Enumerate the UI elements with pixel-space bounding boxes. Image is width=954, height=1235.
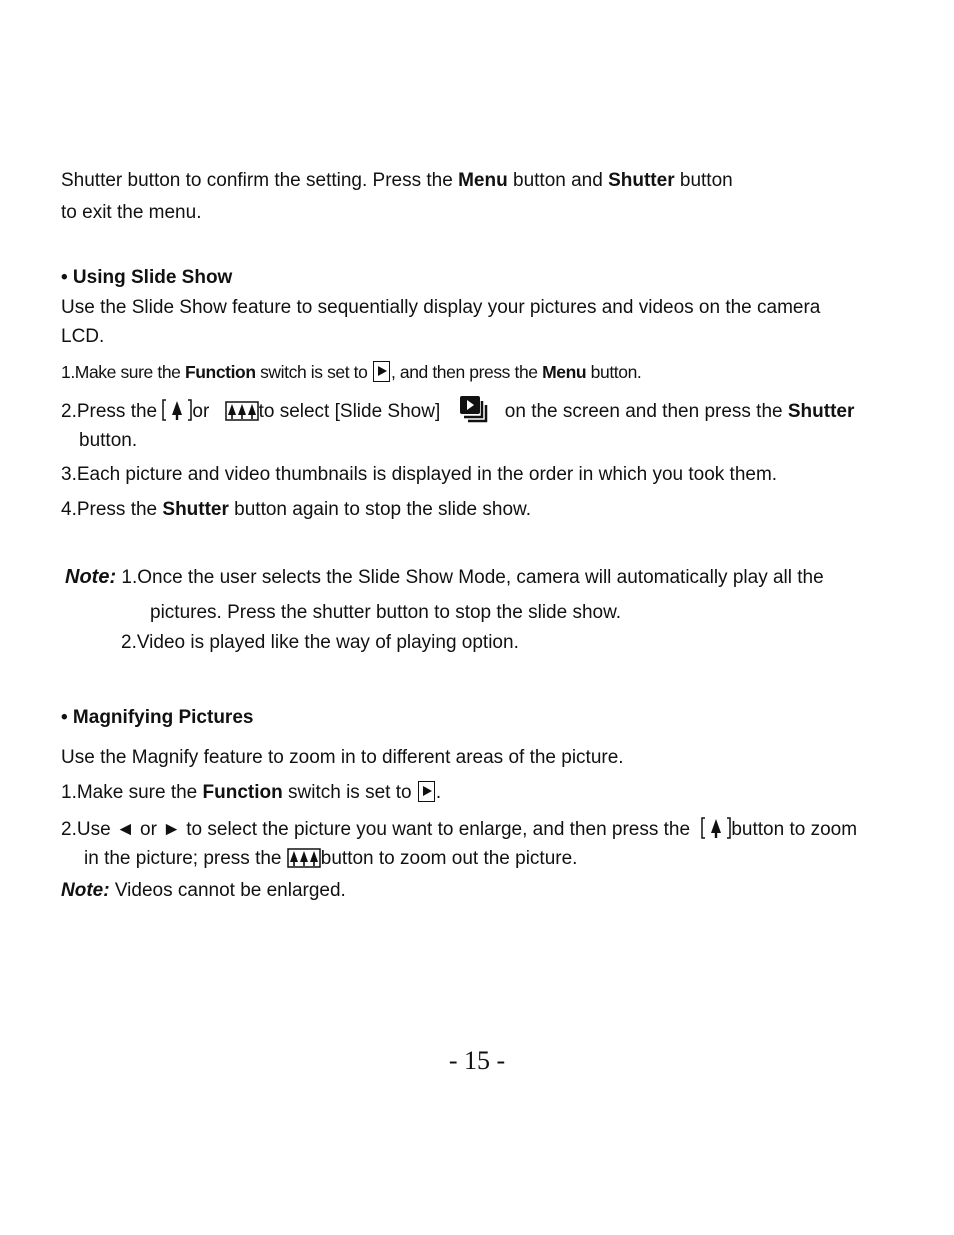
magnify-step-2-line-2: in the picture; press the button to zoom out the picture. bbox=[84, 845, 577, 870]
magnify-intro: Use the Magnify feature to zoom in to different areas of the picture. bbox=[61, 747, 624, 768]
section-heading-magnify: • Magnifying Pictures bbox=[61, 707, 254, 728]
slide-show-step-4: 4.Press the Shutter button again to stop the slide show. bbox=[61, 499, 531, 520]
magnify-note: Note: Videos cannot be enlarged. bbox=[61, 880, 346, 901]
slide-show-intro-line-1: Use the Slide Show feature to sequentially display your pictures and videos on the camera bbox=[61, 297, 821, 318]
note-label: Note: bbox=[61, 880, 110, 901]
intro-paragraph-line-2: to exit the menu. bbox=[61, 202, 202, 223]
magnify-step-2-line-1: 2.Use ◄ or ► to select the picture you want to enlarge, and then press the button to zoom bbox=[61, 816, 857, 841]
slide-show-note-line-1: Note: 1.Once the user selects the Slide Show Mode, camera will automatically play all the bbox=[65, 566, 824, 588]
zoom-in-tele-icon bbox=[701, 816, 731, 840]
intro-paragraph-line-1: Shutter button to confirm the setting. Press the Menu button and Shutter button bbox=[61, 170, 733, 191]
slide-show-icon bbox=[458, 395, 492, 423]
slide-show-step-2-line-2: button. bbox=[79, 430, 138, 451]
zoom-out-wide-icon bbox=[287, 845, 321, 869]
section-heading-slide-show: • Using Slide Show bbox=[61, 267, 233, 288]
slide-show-intro-line-2: LCD. bbox=[61, 326, 105, 347]
zoom-in-tele-icon bbox=[162, 398, 192, 422]
magnify-step-1: 1.Make sure the Function switch is set to . bbox=[61, 782, 442, 803]
play-icon bbox=[418, 781, 435, 802]
slide-show-step-1: 1.Make sure the Function switch is set to , and then press the Menu button. bbox=[61, 362, 642, 382]
slide-show-step-2-line-1: 2.Press the or to select [Slide Show] on the screen and then press the Shutter bbox=[61, 395, 854, 423]
play-icon bbox=[373, 361, 390, 382]
note-label: Note: bbox=[65, 566, 117, 588]
zoom-out-wide-icon bbox=[225, 398, 259, 422]
page-number: - 15 - bbox=[448, 1046, 506, 1075]
slide-show-note-line-3: 2.Video is played like the way of playing option. bbox=[121, 632, 519, 653]
slide-show-step-3: 3.Each picture and video thumbnails is displayed in the order in which you took them. bbox=[61, 464, 778, 485]
slide-show-note-line-2: pictures. Press the shutter button to stop the slide show. bbox=[150, 602, 622, 623]
